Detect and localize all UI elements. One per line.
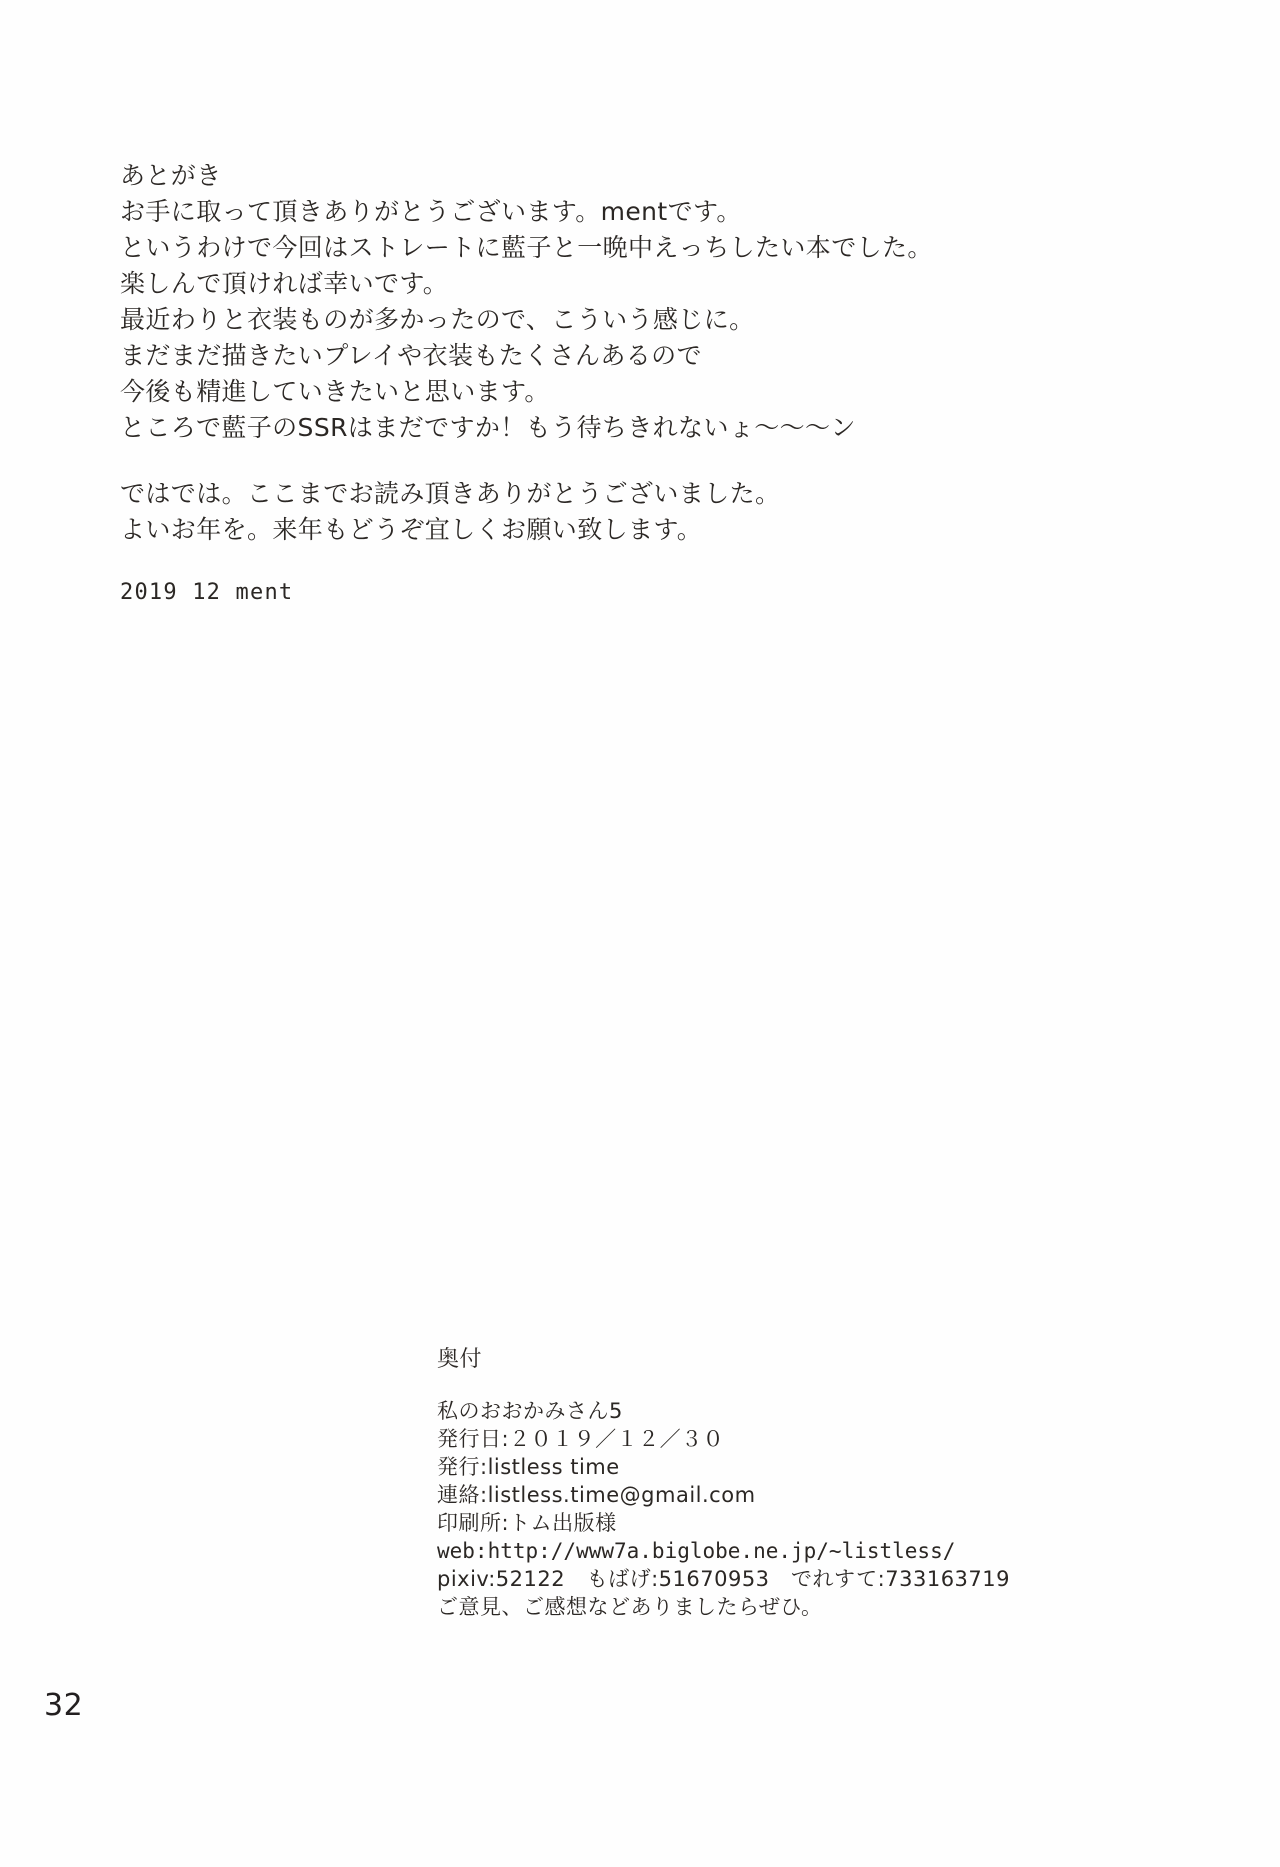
colophon-printer: 印刷所:トム出版様 [437,1511,617,1535]
colophon-social-ids: pixiv:52122 もばげ:51670953 でれすて:733163719 [437,1567,1010,1591]
afterword-signature: 2019 12 ment [120,580,294,605]
afterword-line: まだまだ描きたいプレイや衣装もたくさんあるので [120,341,702,370]
page-number: 32 [44,1688,84,1723]
colophon-contact-email: 連絡:listless.time@gmail.com [437,1483,756,1507]
colophon-website: web:http://www7a.biglobe.ne.jp/~listless/ [437,1539,956,1563]
afterword-line: 楽しんで頂ければ幸いです。 [120,269,449,298]
afterword-line: というわけで今回はストレートに藍子と一晩中えっちしたい本でした。 [120,233,933,262]
colophon-heading: 奥付 [437,1347,483,1372]
afterword-line: 今後も精進していきたいと思います。 [120,377,550,406]
afterword-line: あとがき [120,161,222,190]
afterword-closing-line: よいお年を。来年もどうぞ宜しくお願い致します。 [120,515,703,544]
colophon-section [437,1345,1137,1621]
afterword-line: お手に取って頂きありがとうございます。mentです。 [120,197,742,226]
colophon-publish-date: 発行日:２０１９／１２／３０ [437,1427,725,1451]
colophon-feedback-note: ご意見、ご感想などありましたらぜひ。 [437,1595,823,1619]
afterword-section [120,158,1100,605]
afterword-line: 最近わりと衣装ものが多かったので、こういう感じに。 [120,305,755,334]
colophon-publisher: 発行:listless time [437,1455,620,1479]
afterword-closing-line: ではでは。ここまでお読み頂きありがとうございました。 [120,479,781,508]
paragraph-spacer [120,446,1100,476]
colophon-title: 私のおおかみさん5 [437,1399,623,1423]
afterword-line: ところで藍子のSSRはまだですか！もう待ちきれないょ～～～ン [120,413,856,442]
